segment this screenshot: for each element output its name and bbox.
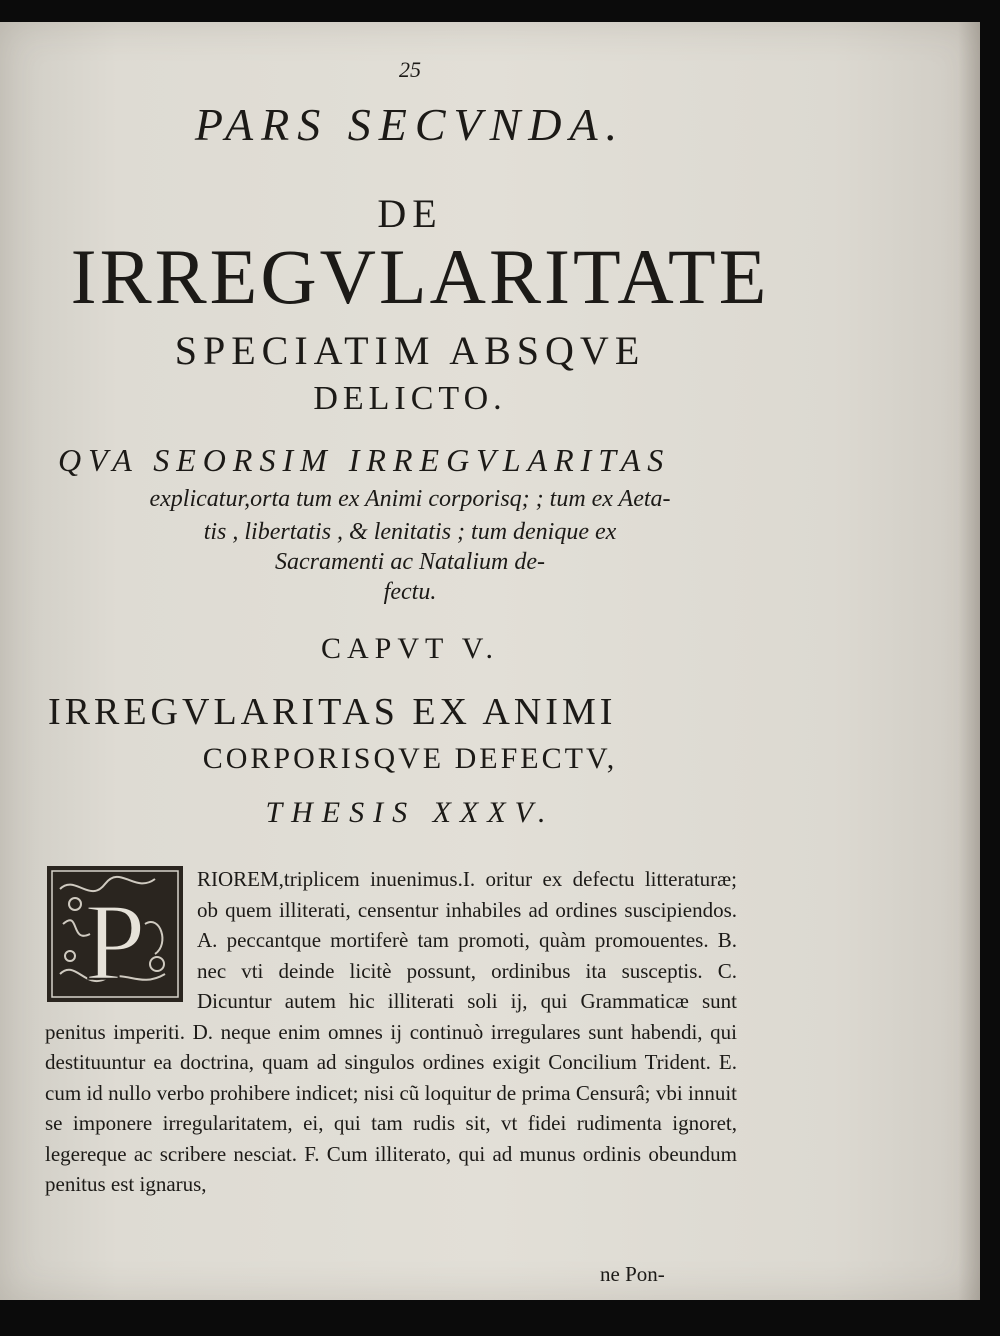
- book-page: [0, 22, 980, 1300]
- qua-line-2: tis , libertatis , & lenitatis ; tum denique ex: [203, 519, 617, 545]
- subtitle-line-2: DELICTO.: [313, 380, 507, 417]
- dropcap-ornament-icon: [45, 864, 185, 1004]
- qua-line-3: Sacramenti ac Natalium de-: [275, 549, 545, 575]
- part-title: PARS SECVNDA.: [194, 99, 626, 150]
- qua-heading: QVA SEORSIM IRREGVLARITAS: [58, 442, 671, 478]
- body-text-block: [45, 864, 737, 1200]
- page-number: 25: [399, 57, 421, 82]
- chapter-heading: CAPVT V.: [320, 632, 500, 665]
- qua-line-4: fectu.: [383, 579, 437, 605]
- thesis-heading: THESIS XXXV.: [265, 796, 555, 829]
- qua-line-1: explicatur,orta tum ex Animi corporisq; ; tum ex Aeta-: [149, 486, 671, 512]
- chapter-title-line-2: CORPORISQVE DEFECTV,: [202, 742, 618, 775]
- de-heading: DE: [377, 191, 443, 236]
- chapter-title-line-1: IRREGVLARITAS EX ANIMI: [48, 691, 617, 733]
- main-title: IRREGVLARITATE: [70, 233, 770, 320]
- page-edge-shadow: [958, 22, 980, 1300]
- subtitle-line-1: SPECIATIM ABSQVE: [174, 328, 646, 373]
- body-paragraph: RIOREM,triplicem inuenimus.I. oritur ex defectu litteraturæ; ob quem illiterati, censentur inhabiles ad ordines suscipiendos. A. peccantque mortiferè tam promoti, quàm promouentes. B. nec vti deinde licitè possunt, ordinibus ita susceptis. C. Dicuntur autem hic illiterati soli ij, qui Grammaticæ sunt penitus imperiti. D. neque enim omnes ij continuò irregulares sunt habendi, qui destituuntur ea doctrina, quam ad singulos ordines exigit Concilium Trident. E. cum id nullo verbo prohibere indicet; nisi cũ loquitur de prima Censurâ; vbi innuit se imponere irregularitatem, ei, qui tam rudis sit, vt fidei rudimenta ignoret, legereque ac scribere nesciat. F. Cum illiterato, qui ad munus ordinis obeundum penitus est ignarus,: [45, 867, 737, 1196]
- ornamental-dropcap: [45, 864, 185, 1004]
- dropcap-letter: P: [84, 881, 146, 1003]
- catchword: ne Pon-: [600, 1262, 665, 1286]
